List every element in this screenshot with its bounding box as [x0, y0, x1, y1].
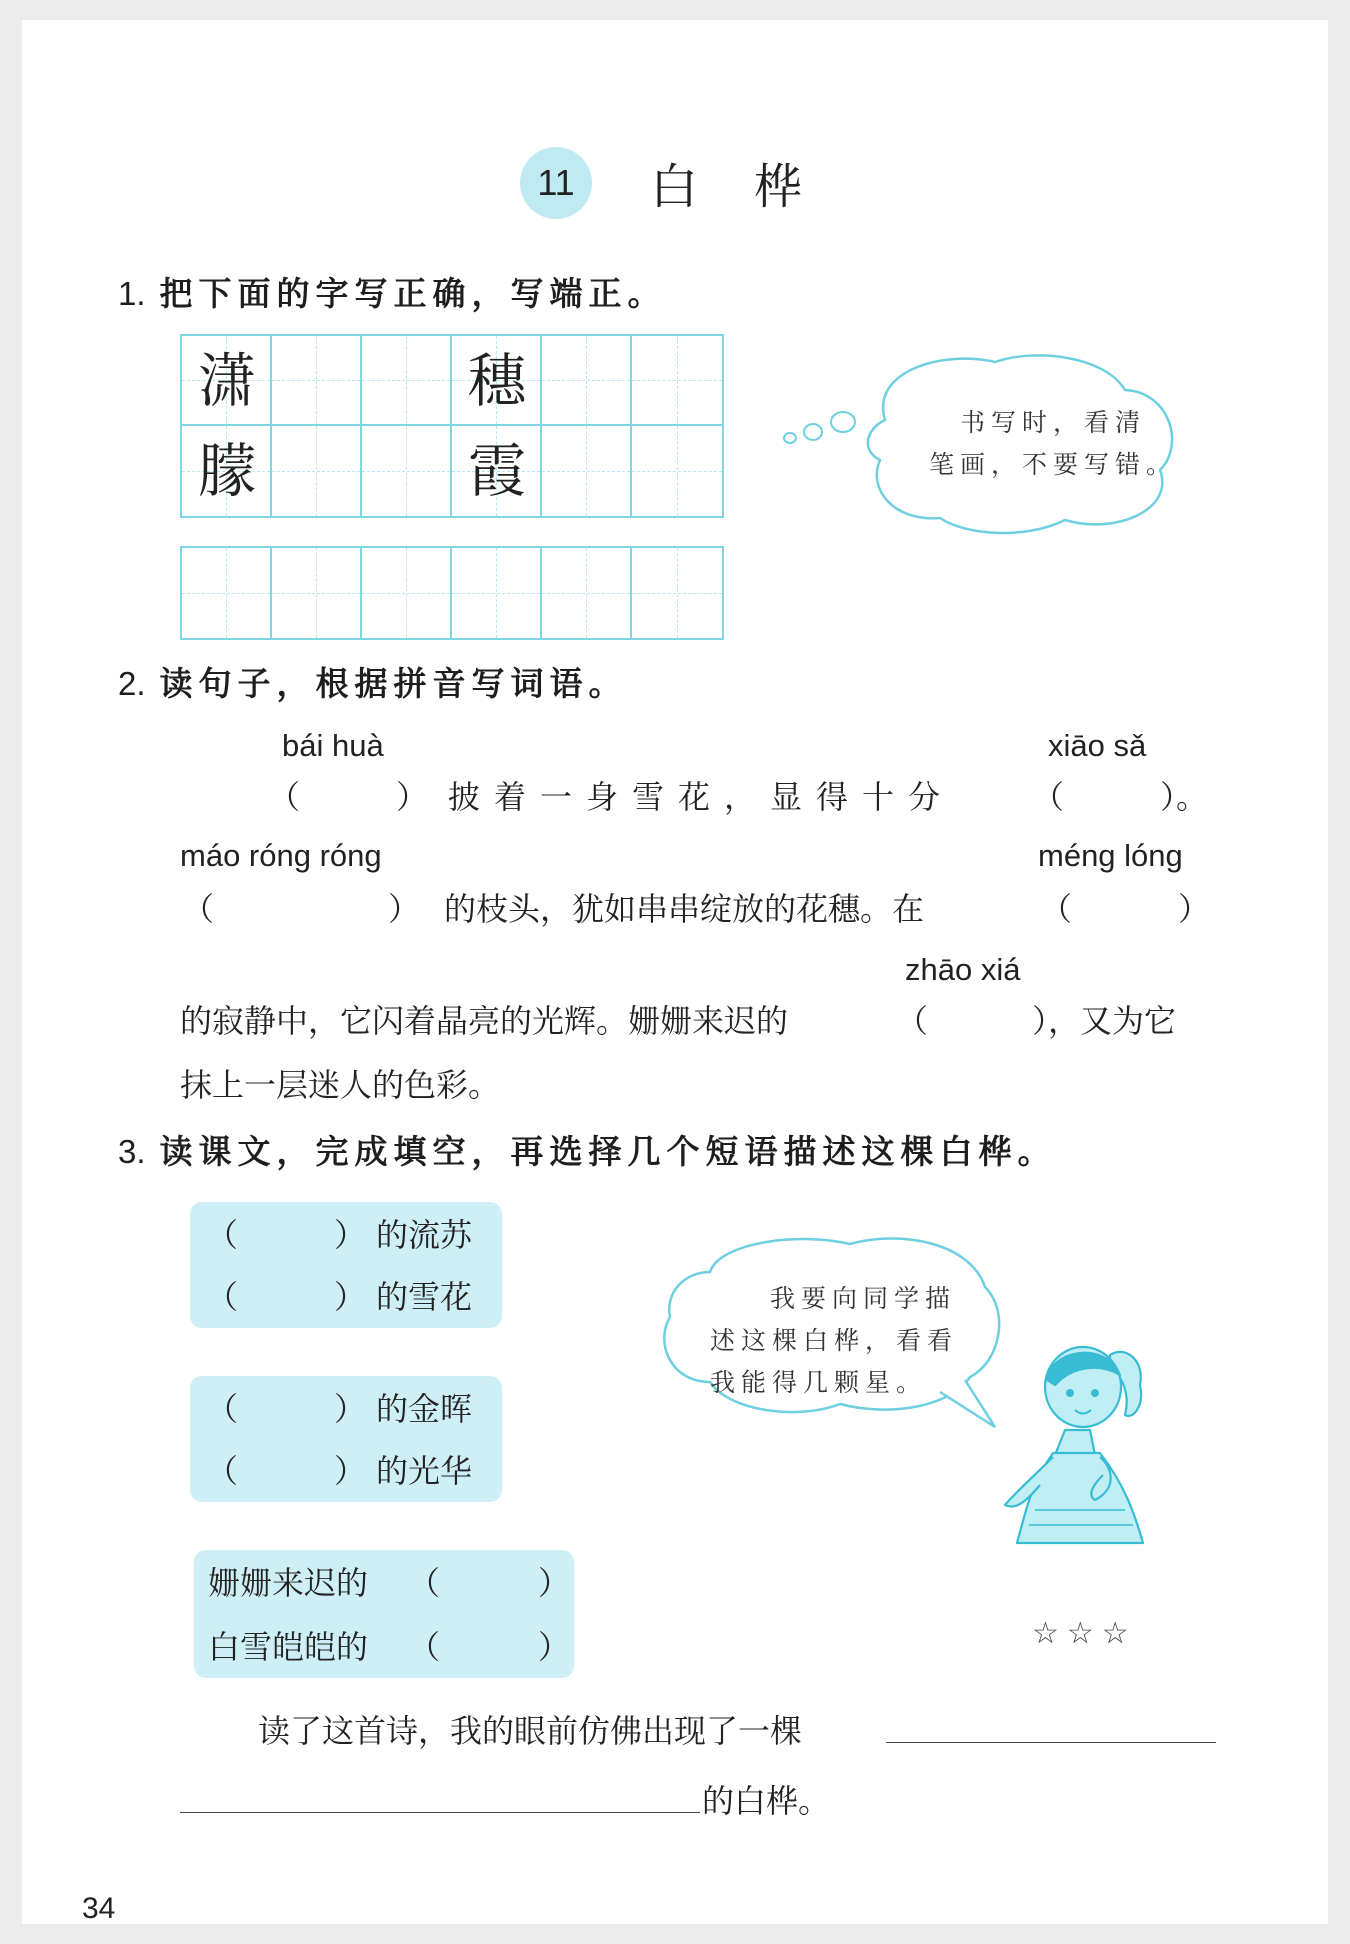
sentence-line-1 — [0, 772, 1350, 822]
question-2-text: 读句子，根据拼音写词语。 — [159, 664, 628, 703]
bubble-2-text — [700, 1278, 980, 1404]
phrase-row — [208, 1558, 571, 1608]
answer-underline-2[interactable] — [180, 1812, 700, 1813]
blank-open-bracket: （ — [408, 1564, 441, 1602]
lesson-number-badge: 11 — [520, 147, 592, 219]
question-1 — [118, 268, 667, 315]
blank-close-bracket: ） — [388, 890, 421, 928]
blank-open-bracket: （ — [206, 1278, 239, 1316]
page-number: 34 — [82, 1892, 116, 1925]
phrase-text: 的金晖 — [376, 1390, 473, 1428]
blank-open-bracket: （ — [1032, 778, 1065, 816]
blank-open-bracket: （ — [206, 1216, 239, 1254]
blank-close-bracket: ） — [538, 1564, 571, 1602]
pinyin-mao-rong-rong: máo róng róng — [180, 838, 382, 873]
grid-char: 霞 — [467, 437, 526, 505]
blank-close-bracket: ） — [334, 1390, 367, 1428]
bubble-1-line: 书写时，看清 — [959, 408, 1146, 437]
writing-cell[interactable] — [632, 548, 722, 638]
blank-open-bracket: （ — [268, 778, 301, 816]
phrase-row — [206, 1272, 506, 1322]
blank-close-bracket: ） — [334, 1278, 367, 1316]
writing-cell[interactable] — [362, 548, 452, 638]
blank-open-bracket: （ — [896, 1002, 929, 1040]
lesson-title: 白桦 — [650, 159, 859, 215]
blank-close-bracket: ） — [334, 1216, 367, 1254]
blank-close-bracket: ） — [538, 1628, 571, 1666]
pinyin-xiao-sa: xiāo sǎ — [1048, 728, 1147, 763]
conclusion-line-1: 读了这首诗，我的眼前仿佛出现了一棵 — [258, 1712, 803, 1750]
sentence-line-2 — [0, 884, 1350, 934]
writing-cell[interactable] — [362, 336, 452, 426]
phrase-text: 的光华 — [376, 1452, 473, 1490]
writing-cell[interactable] — [542, 336, 632, 426]
writing-cell[interactable] — [542, 426, 632, 516]
question-3 — [118, 1126, 1057, 1173]
grid-char: 穗 — [467, 347, 526, 415]
blank-close-bracket: ） — [396, 778, 429, 816]
question-3-number: 3. — [118, 1133, 146, 1170]
blank-close-bracket: ） — [334, 1452, 367, 1490]
writing-grid-1 — [180, 334, 724, 518]
bubble-2-line: 述这棵白桦，看看 — [710, 1326, 959, 1355]
phrase-row — [206, 1446, 506, 1496]
blank-open-bracket: （ — [408, 1628, 441, 1666]
question-1-number: 1. — [118, 275, 146, 312]
writing-cell[interactable] — [182, 548, 272, 638]
question-1-text: 把下面的字写正确，写端正。 — [159, 274, 667, 313]
sentence-text: 披着一身雪花，显得十分 — [448, 778, 955, 816]
phrase-text: 的雪花 — [376, 1278, 473, 1316]
blank-open-bracket: （ — [206, 1390, 239, 1428]
sentence-line-4: 抹上一层迷人的色彩。 — [180, 1066, 501, 1104]
phrase-text: 姗姗来迟的 — [208, 1564, 369, 1602]
phrase-row — [206, 1384, 506, 1434]
bubble-1-line: 笔画，不要写错。 — [928, 450, 1177, 479]
blank-close-bracket: ） — [1178, 890, 1211, 928]
writing-cell[interactable] — [452, 548, 542, 638]
phrase-row — [206, 1210, 506, 1260]
grid-char: 潇 — [197, 347, 256, 415]
conclusion-line-2: 的白桦。 — [702, 1782, 831, 1820]
phrase-text: 白雪皑皑的 — [208, 1628, 369, 1666]
phrase-text: 的流苏 — [376, 1216, 473, 1254]
blank-open-bracket: （ — [1040, 890, 1073, 928]
bubble-2-line: 我要向同学描 — [770, 1284, 957, 1313]
blank-close-bracket: ）。 — [1160, 778, 1209, 816]
sentence-text: 的寂静中，它闪着晶亮的光辉。姗姗来迟的 — [180, 1002, 789, 1040]
pinyin-zhao-xia: zhāo xiá — [905, 952, 1021, 987]
writing-cell[interactable] — [272, 426, 362, 516]
pinyin-meng-long: méng lóng — [1038, 838, 1183, 873]
writing-cell[interactable] — [272, 336, 362, 426]
bubble-1-text — [908, 402, 1198, 486]
writing-cell[interactable] — [632, 426, 722, 516]
blank-open-bracket: （ — [206, 1452, 239, 1490]
question-2 — [118, 658, 628, 705]
writing-cell[interactable] — [542, 548, 632, 638]
phrase-row — [208, 1622, 571, 1672]
blank-close-bracket: ），又为它 — [1032, 1002, 1177, 1040]
answer-underline-1[interactable] — [886, 1742, 1216, 1743]
writing-cell[interactable] — [632, 336, 722, 426]
writing-cell[interactable] — [272, 548, 362, 638]
writing-grid-2 — [180, 546, 724, 640]
blank-open-bracket: （ — [182, 890, 215, 928]
pinyin-bai-hua: bái huà — [282, 728, 384, 763]
writing-cell[interactable] — [362, 426, 452, 516]
sentence-line-3 — [0, 996, 1350, 1046]
rating-stars-icon: ☆☆☆ — [1032, 1616, 1137, 1651]
sentence-text: 的枝头，犹如串串绽放的花穗。在 — [444, 890, 925, 928]
question-3-text: 读课文，完成填空，再选择几个短语描述这棵白桦。 — [159, 1132, 1057, 1171]
girl-illustration — [995, 1335, 1170, 1550]
grid-char: 朦 — [197, 437, 256, 505]
bubble-2-line: 我能得几颗星。 — [710, 1368, 928, 1397]
question-2-number: 2. — [118, 665, 146, 702]
